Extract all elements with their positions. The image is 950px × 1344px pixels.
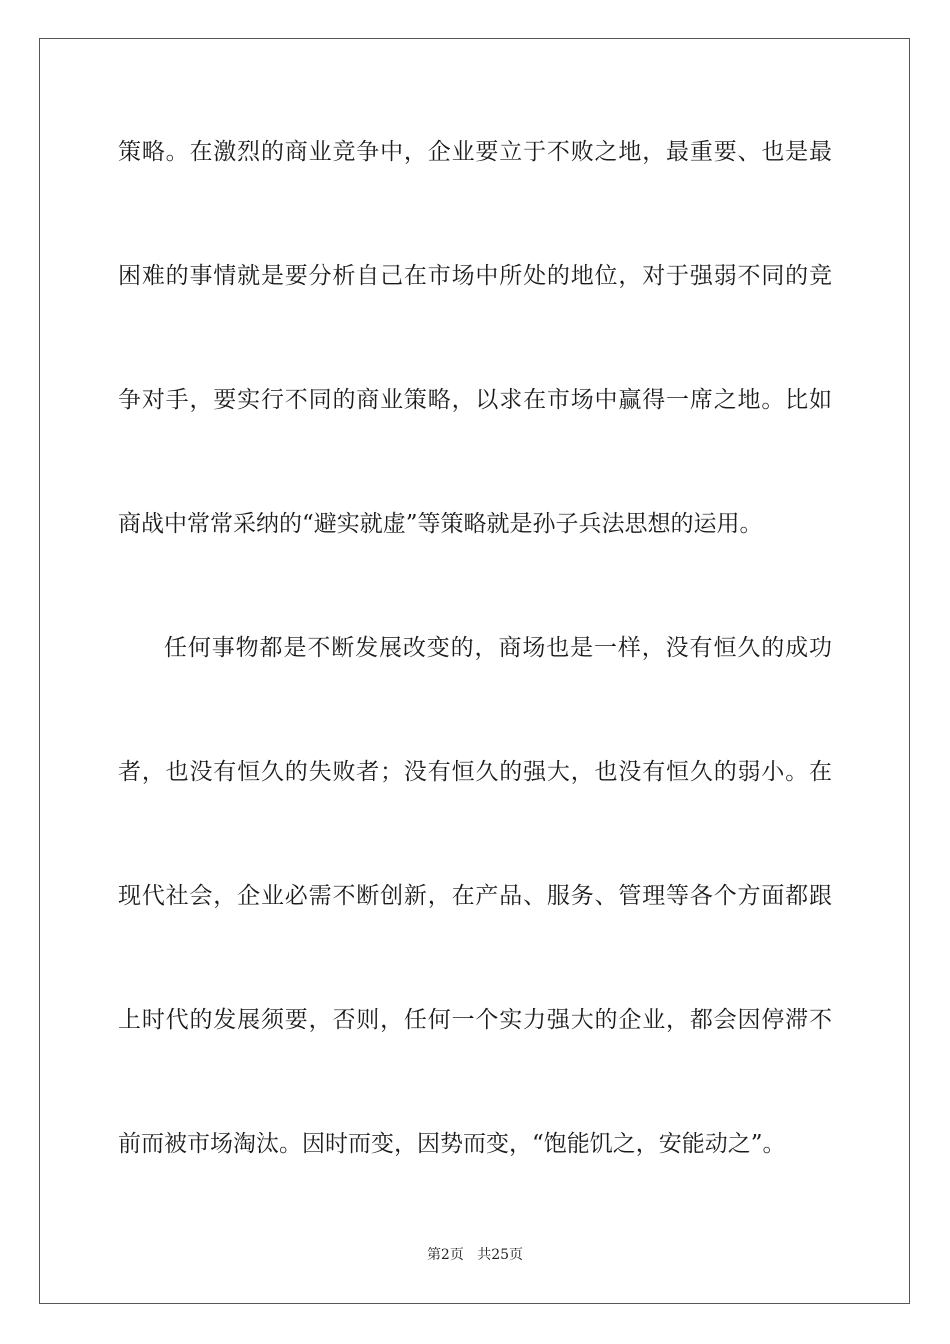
paragraph-1-line-1: 策略。在激烈的商业竞争中，企业要立于不败之地，最重要、也是最 <box>118 139 832 165</box>
page-border <box>39 38 910 1304</box>
paragraph-1-line-2: 困难的事情就是要分析自己在市场中所处的地位，对于强弱不同的竞 <box>118 263 832 289</box>
paragraph-2-line-3: 现代社会，企业必需不断创新，在产品、服务、管理等各个方面都跟 <box>118 883 832 909</box>
paragraph-1-line-3: 争对手，要实行不同的商业策略，以求在市场中赢得一席之地。比如 <box>118 387 832 413</box>
page-footer <box>0 1246 950 1264</box>
paragraph-2-line-1: 任何事物都是不断发展改变的，商场也是一样，没有恒久的成功 <box>164 635 832 661</box>
paragraph-2-line-4: 上时代的发展须要，否则，任何一个实力强大的企业，都会因停滞不 <box>118 1007 832 1033</box>
paragraph-2-line-2: 者，也没有恒久的失败者；没有恒久的强大，也没有恒久的弱小。在 <box>118 759 832 785</box>
page-number: 第2页 <box>426 1247 464 1263</box>
paragraph-1-line-4: 商战中常常采纳的“避实就虚”等策略就是孙子兵法思想的运用。 <box>118 511 763 537</box>
total-pages: 共25页 <box>477 1247 524 1263</box>
paragraph-2-line-5: 前而被市场淘汰。因时而变，因势而变，“饱能饥之，安能动之”。 <box>118 1131 786 1157</box>
